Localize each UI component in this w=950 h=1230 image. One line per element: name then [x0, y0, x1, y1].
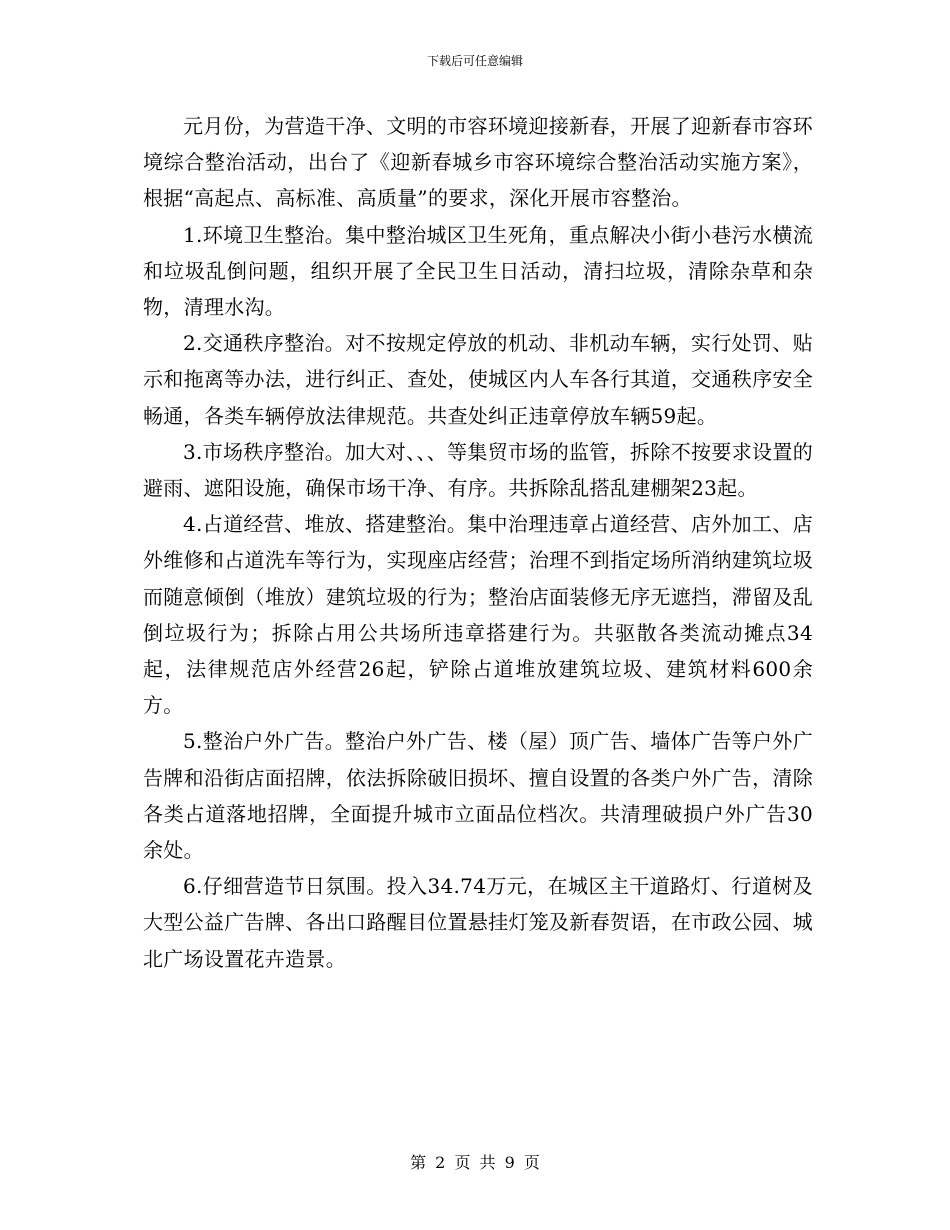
page-footer: 第 2 页 共 9 页 — [410, 1153, 540, 1172]
paragraph-item-3: 3.市场秩序整治。加大对、、、等集贸市场的监管，拆除不按要求设置的避雨、遮阳设施，确保市场干净、有序。共拆除乱搭乱建棚架23起。 — [143, 439, 813, 501]
paragraph-item-4: 4.占道经营、堆放、搭建整治。集中治理违章占道经营、店外加工、店外维修和占道洗车等行为，实现座店经营；治理不到指定场所消纳建筑垃圾而随意倾倒（堆放）建筑垃圾的行为；整治店面装修无序无遮挡，滞留及乱倒垃圾行为；拆除占用公共场所违章搭建行为。共驱散各类流动摊点34起，法律规范店外经营26起，铲除占道堆放建筑垃圾、建筑材料600余方。 — [143, 512, 813, 718]
paragraph-item-1: 1.环境卫生整治。集中整治城区卫生死角，重点解决小街小巷污水横流和垃圾乱倒问题，组织开展了全民卫生日活动，清扫垃圾，清除杂草和杂物，清理水沟。 — [143, 222, 813, 320]
page-header: 下载后可任意编辑 — [426, 54, 523, 68]
paragraph-item-5: 5.整治户外广告。整治户外广告、楼（屋）顶广告、墙体广告等户外广告牌和沿街店面招牌，依法拆除破旧损坏、擅自设置的各类户外广告，清除各类占道落地招牌，全面提升城市立面品位档次。共清理破损户外广告30余处。 — [143, 729, 813, 863]
document-body — [143, 108, 813, 977]
paragraph-intro: 元月份，为营造干净、文明的市容环境迎接新春，开展了迎新春市容环境综合整治活动，出台了《迎新春城乡市容环境综合整治活动实施方案》，根据“高起点、高标准、高质量”的要求，深化开展市容整治。 — [143, 114, 813, 211]
paragraph-item-6: 6.仔细营造节日氛围。投入34.74万元，在城区主干道路灯、行道树及大型公益广告牌、各出口路醒目位置悬挂灯笼及新春贺语，在市政公园、城北广场设置花卉造景。 — [143, 874, 813, 971]
paragraph-item-2: 2.交通秩序整治。对不按规定停放的机动、非机动车辆，实行处罚、贴示和拖离等办法，进行纠正、查处，使城区内人车各行其道，交通秩序安全畅通，各类车辆停放法律规范。共查处纠正违章停放车辆59起。 — [143, 331, 813, 428]
